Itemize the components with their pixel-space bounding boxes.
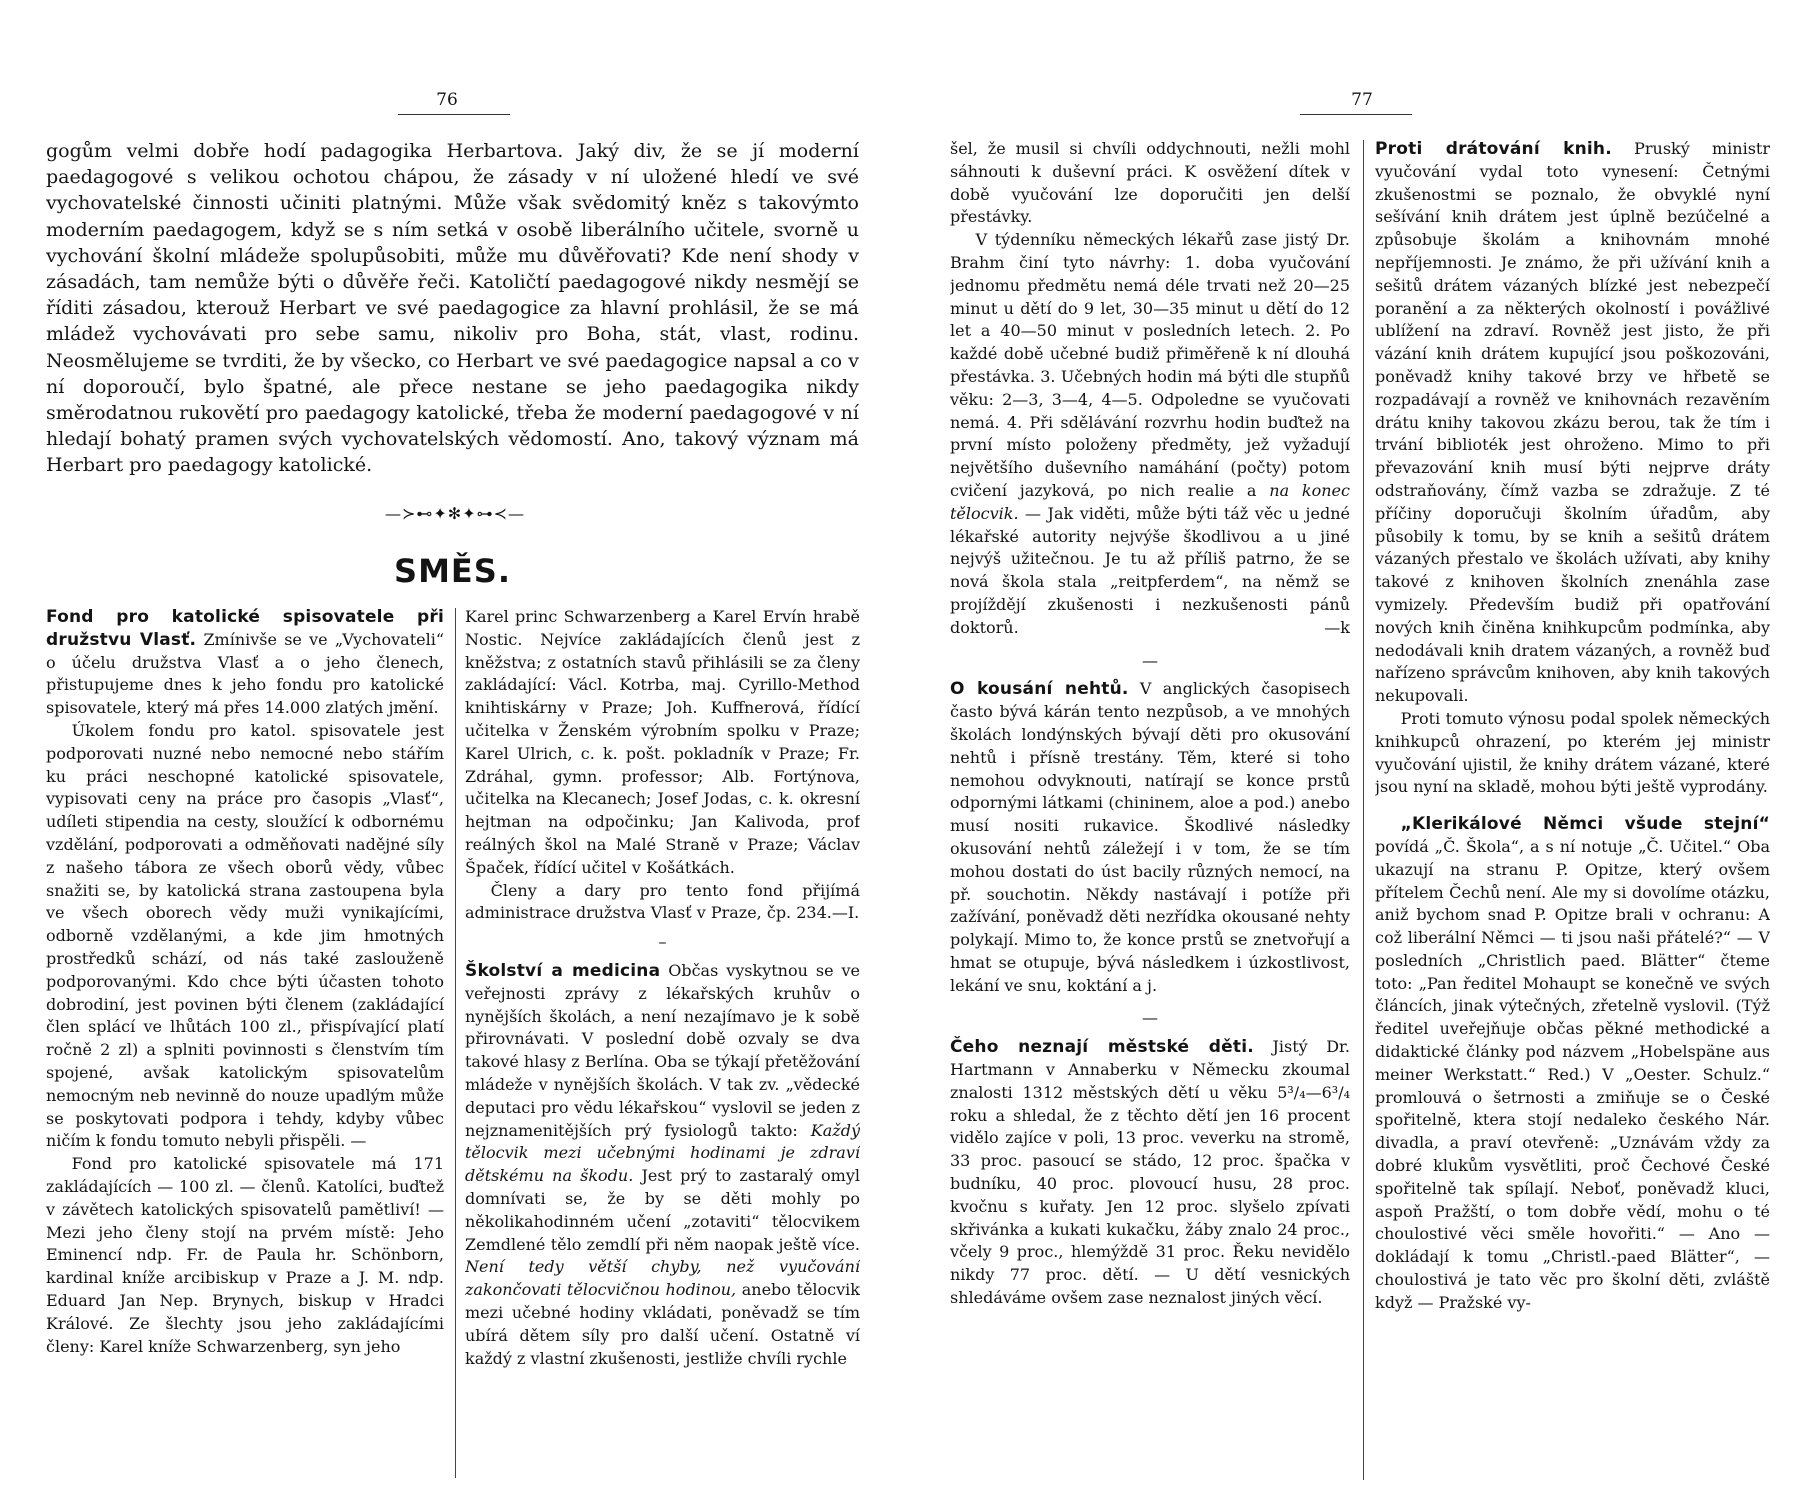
brahm-text-1: V týdenníku německých lékařů zase jistý Dr. Brahm činí tyto návrhy: 1. doba vyučování jednomu předmětu nemá déle trvati než 20—25 minut u dětí do 9 let, 30—35 minut u dětí do 12 let a 40—50 minut v posledních letech. 2. Po každé době učebné budiž přiměřeně k ní dlouhá přestávka. 3. Učebných hodin má býti dle stupňů věku: 2—3, 3—4, 4—5. Odpoledne se vyučovati nemá. 4. Při sdělávání rozvrhu hodin buďtež na první místo položeny předměty, jež vyžadují největšího duševního namáhání (počty) potom cvičení jazyková, po nich realie a — [950, 230, 1350, 500]
fond-heading: Fond pro katolické spisovatele při družstvu Vlasť. — [46, 607, 444, 650]
fond-closing: Členy a dary pro tento fond přijímá administrace družstva Vlasť v Praze, čp. 234.—I. — [465, 880, 860, 923]
lead-text-block — [46, 138, 859, 478]
fond-paragraph-3: Fond pro katolické spisovatele má 171 zakládajících — 100 zl. — členů. Katolíci, buďtež v závětech katolických spisovatelů pamětliví! — Mezi jeho členy stojí na prvém místě: Jeho Eminencí ndp. Fr. de Paula hr. Schönborn, kardinal kníže arcibiskup v Praze a J. M. ndp. Eduard Jan Nep. Brynych, biskup v Hradci Králové. Ze šlechty jsou jeho zakládajícími členy: Karel kníže Schwarzenberg, syn jeho — [46, 1154, 444, 1356]
proti-heading: Proti drátování knih. — [1375, 139, 1612, 159]
separator-2: — — [1142, 1008, 1158, 1028]
page-number-rule-right — [1300, 114, 1412, 115]
section-separator: – — [658, 932, 667, 952]
signature-k: —k — [1324, 617, 1350, 637]
skolstvi-text-3: anebo tělocvik mezi učebné hodiny vkládati, poněvadž se tím ubírá dětem síly pro další učení. Ostatně ví každý z vlastní zkušenosti, jestliže chvíli rychle — [465, 1280, 860, 1368]
fond-continuation: Karel princ Schwarzenberg a Karel Ervín hrabě Nostic. Nejvíce zakládajících členů jest z kněžstva; z ostatních stavů přihlásili se za členy zakládající: Václ. Kotrba, maj. Cyrillo-Method knihtiskárny v Praze; Joh. Kuffnerová, řídící učitelka v Ženském výrobním spolku v Praze; Karel Ulrich, c. k. pošt. pokladník v Praze; Fr. Zdráhal, gymn. professor; Alb. Fortýnova, učitelka na Klecanech; Josef Jodas, c. k. okresní hejtman na odpočinku; Jan Kalivoda, prof reálných škol na Malé Straně v Praze; Václav Špaček, řídící učitel v Košátkách. — [465, 607, 860, 877]
right-paragraph-1: šel, že musil si chvíli oddychnouti, nežli mohl sáhnouti k duševní práci. K osvěžení dítek v době vyučování lze doporučiti jen delší přestávky. — [950, 139, 1350, 227]
column-divider-right — [1363, 140, 1364, 1480]
ceho-text: Jistý Dr. Hartmann v Annaberku v Německu zkoumal znalosti 1312 městských dětí u věku 5³/₄—6³/₄ roku a shledal, že z těchto dětí jen 16 procent vidělo zajíce v poli, 13 proc. veverku na stromě, 33 proc. pasoucí se stádo, 12 proc. špačka v budníku, 40 proc. plovoucí husu, 28 proc. kvočnu s kuřaty. Jen 12 proc. slyšelo zpívati skřivánka a kukati kukačku, žáby znalo 24 proc., včely 9 proc., hlemýždě 31 proc. Řeku nevidělo nikdy 77 proc. dětí. — U dětí vesnických shledáváme ovšem zase neznalost jiných věcí. — [950, 1037, 1350, 1308]
left-column-1 — [46, 606, 444, 1486]
skolstvi-italic-1: Každý tělocvik mezi učebnými hodinami je zdraví dětskému na škodu. — [465, 1120, 860, 1186]
ornament-divider: —≻⊷✦✻✦⊶≺— — [384, 504, 526, 523]
column-divider-left — [455, 608, 456, 1478]
klerik-heading: „Klerikálové Němci všude stejní“ — [1400, 814, 1770, 835]
section-title: SMĚS. — [394, 552, 511, 590]
proti-text: Pruský ministr vyučování vydal toto vynesení: Četnými zkušenostmi se poznalo, že obvyklé nyní sešívání knih drátem jest úplně bezúčelné a způsobuje školám a knihovnám mnohé nepříjemnosti. Je známo, že při užívání knih a sešitů drátem vázaných blízké jest nebezpečí poranění a za některých okolností i povážlivé ublížení na zdraví. Rovněž jest jisto, že při vázání knih drátem kupující jsou poškozováni, poněvadž knihy takové brzy ve hřbetě se rozpadávají a rovněž ve knihovnách rezavěním drátu knihy takovou zkázu berou, tak že tím i trvání biblioték jest ohroženo. Mimo to při převazování knih musí býti nejprve dráty odstraňovány, čímž vazba se zdražuje. Z té příčiny doporučuji školním úřadům, aby působily k tomu, by se knih a sešitů drátem vázaných přestalo ve školách užívati, aby knihy takové z knihoven školních znenáhla zase vymizely. Především budiž při opatřování nových knih činěna knihkupcům podmínka, aby nedodávali knih dratem vázaných, a rovněž buď nařízeno správcům knihoven, aby knih takových nekupovali. — [1375, 139, 1770, 706]
klerik-text: povídá „Č. Škola“, a s ní notuje „Č. Učitel.“ Oba ukazují na stranu P. Opitze, který ovšem přítelem Čechů není. Ale my si dovolíme otázku, aniž bychom snad P. Opitze brali v ochranu: A což liberální Němci — ti jsou naši přátelé?“ — V posledních „Christlich paed. Blätter“ čteme toto: „Pan ředitel Mohaupt se konečně ve svých článcích, jinak výtečných, zřetelně vyslovil. (Týž ředitel uveřejňuje občas pěkné methodické a didaktické články pod názvem „Hobelspäne aus meiner Werkstatt.“ Red.) V „Oester. Schulz.“ promlouvá o šetrnosti a zmiňuje se o České spořitelně, ktera stojí nedaleko českého Nár. divadla, a praví otevřeně: „Uznávám vždy za dobré klukům vysvětliti, proč Čechové České spořitelně tak spílají. Neboť, poněvadž kluci, aspoň Pražští, o tom dobře vědí, mohu o té choulostivé věci směle hovořiti.“ — Ano — dokládají k tomu „Christl.-paed Blätter“, — choulostivá je tato věc pro školní děti, zvláště když — Pražské vy- — [1375, 836, 1770, 1312]
right-column-1 — [950, 138, 1350, 1488]
skolstvi-italic-2: Není tedy větší chyby, než vyučování zakončovati tělocvičnou hodinou, — [465, 1257, 860, 1300]
brahm-text-2: — Jak viděti, může býti táž věc u jedné lékařské autority nejvýše škodlivou a u jiné nejvýš užitečnou. Je tu až příliš patrno, že se nová škola stala „reitpferdem“, na němž se projíždějí zkušenosti i nezkušenosti pánů doktorů. — [950, 503, 1350, 637]
proti-text-2: Proti tomuto výnosu podal spolek německých knihkupců ohrazení, po kterém jej ministr vyučování ujistil, že knihy drátem vázané, které jsou nyní na skladě, mohou býti ještě vyprodány. — [1375, 708, 1770, 797]
page-number-left: 76 — [436, 90, 458, 110]
page-number-right: 77 — [1351, 90, 1373, 110]
skolstvi-heading: Školství a medicina — [465, 960, 661, 981]
separator-1: — — [1142, 650, 1158, 670]
skolstvi-text-1: Občas vyskytnou se ve veřejnosti zprávy z lékařských kruhův o nynějších školách, a není nezajímavo je k sobě přirovnávati. V poslední době ozvaly se dva takové hlasy z Berlína. Oba se týkají přetěžování mládeže v nynějších školách. V tak zv. „vědecké deputaci pro vědu lékařskou“ vyslovil se jeden z nejznamenitějších prý fysiologů takto: — [465, 960, 860, 1140]
page-number-rule-left — [398, 114, 510, 115]
fond-paragraph-2: Úkolem fondu pro katol. spisovatele jest podporovati nuzné nebo nemocné nebo stářím ku práci neschopné katolické spisovatele, vypisovati ceny na práce pro časopis „Vlasť“, udíleti stipendia na cesty, sloužící k odbornému vzdělání, podporovati a odměňovati nadějné síly z našeho tábora ze všech oborů vědy, vůbec snažiti se, by katolická strana zastoupena byla ve všech oborech vědy muži vynikajícími, odborně vzdělanými, a kde jim hmotných prostředků schází, od nás také zaslouženě podporovanými. Kdo chce býti účasten tohoto dobrodiní, jest povinen býti členem (zakládající člen splácí ve lhůtách 100 zl., přispívající platí ročně 2 zl) a splniti povinnosti s členstvím tím spojené, avšak katolickým spisovatelům nemocným neb nevinně do nouze upadlým může se poskytovati podpora i tehdy, kdyby vůbec ničím k fondu tomuto nebyli přispěli. — — [46, 720, 444, 1151]
kousani-heading: O kousání nehtů. — [950, 679, 1129, 700]
right-column-2 — [1375, 138, 1770, 1488]
ceho-heading: Čeho neznají městské děti. — [950, 1037, 1254, 1058]
kousani-text: V anglických časopisech často bývá kárán tento nezpůsob, a ve mnohých školách londýnských bývají děti pro okusování nehtů i přísně trestány. Těm, které si toho nemohou odvyknouti, natírají se konce prstů odpornými látkami (chininem, aloe a pod.) anebo musí nositi rukavice. Škodlivé následky okusování nehtů záležejí i v tom, že se tím mohou dostati do úst bacily různých nemocí, na př. souchotin. Někdy nastávají i potíže při zažívání, poněvadž děti nezřídka okousané nehty polykají. Mimo to, že konce prstů se znetvořují a hmat se otupuje, bývá následkem i úzkostlivost, lekání ve snu, koktání a j. — [950, 679, 1350, 995]
right-page — [905, 0, 1814, 1500]
skolstvi-text-2: Jest prý to zastaralý omyl domnívati se, že by se děti mohly po několikahodinném učení „zotaviti“ tělocvikem Zemdlené tělo zemdlí při něm naopak ještě více. — [465, 1166, 860, 1254]
lead-paragraph: gogům velmi dobře hodí padagogika Herbartova. Jaký div, že se jí moderní paedagogové s velikou ochotou chápou, že zásady v ní uložené hledí ve své vychovatelské činnosti učiniti platnými. Může však svědomitý kněz s takovýmto moderním paedagogem, když se s ním setká v osobě liberálního učitele, svorně u vychování školní mládeže spolupůsobiti, může mu důvěřovati? Kde není shody v zásadách, tam nemůže býti o důvěře řeči. Katoličtí paedagogové nikdy nesmějí se říditi zásadou, kterouž Herbart ve své paedagogice za hlavní prohlásil, že se má mládež vychovávati pro sebe samu, nikoliv pro Boha, stát, vlast, rodinu. Neosmělujeme se tvrditi, že by všecko, co Herbart ve své paedagogice napsal a co v ní doporoučí, bylo špatné, ale přece nestane se jeho paedagogika nikdy směrodatnou rukovětí pro paedagogy katolické, třeba že moderní paedagogové v ní hledají bohatý pramen svých vychovatelských vědomostí. Ano, takový význam má Herbart pro paedagogy katolické. — [46, 140, 859, 477]
brahm-italic: na konec tělocvik. — [950, 480, 1350, 523]
left-page — [0, 0, 905, 1500]
left-column-2 — [465, 606, 860, 1486]
fond-paragraph-1: Zmínivše se ve „Vychovateli“ o účelu družstva Vlasť a o jeho členech, přistupujeme dnes k jeho fondu pro katolické spisovatele, který má přes 14.000 zlatých jmění. — [46, 629, 444, 718]
